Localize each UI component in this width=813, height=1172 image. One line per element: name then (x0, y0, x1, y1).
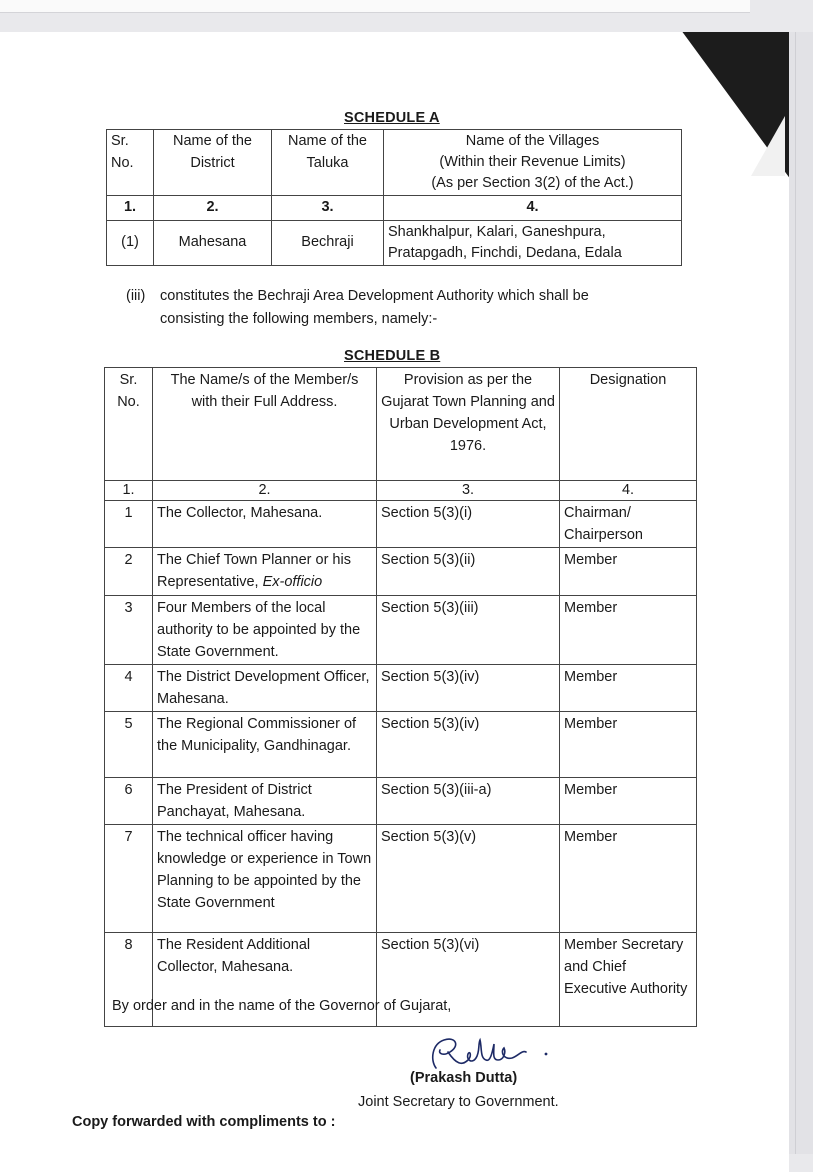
member-sr: 7 (105, 824, 153, 932)
member-designation: Member (560, 548, 697, 595)
signature-image (426, 1030, 556, 1074)
table-row (105, 777, 697, 824)
table-row (105, 711, 697, 777)
table-row (105, 595, 697, 664)
schedule-a-villages (384, 220, 682, 265)
order-statement: By order and in the name of the Governor of Gujarat, (112, 998, 452, 1014)
member-designation: Member Secretary and Chief Executive Authority (560, 932, 697, 1026)
schedule-a-district: Mahesana (154, 220, 272, 265)
schedule-a-header-taluka: Name of the Taluka (272, 130, 384, 196)
member-name: The President of District Panchayat, Mahesana. (153, 777, 377, 824)
member-designation: Member (560, 664, 697, 711)
schedule-a-table (106, 129, 682, 266)
villages-line: Shankhalpur, Kalari, Ganeshpura, (388, 223, 606, 240)
member-name: The technical officer having knowledge or experience in Town Planning to be appointed by the State Government (153, 824, 377, 932)
villages-line: Pratapgadh, Finchdi, Dedana, Edala (388, 244, 622, 261)
table-row (105, 548, 697, 595)
column-number: 4. (384, 196, 682, 221)
member-name: The Collector, Mahesana. (153, 501, 377, 548)
schedule-a-number-row (107, 196, 682, 221)
member-designation: Member (560, 595, 697, 664)
table-row (105, 664, 697, 711)
clause-text: constitutes the Bechraji Area Development Authority which shall be (160, 288, 589, 304)
member-sr: 8 (105, 932, 153, 1026)
signatory-designation: Joint Secretary to Government. (358, 1094, 559, 1110)
previous-page-edge (0, 0, 750, 13)
member-sr: 2 (105, 548, 153, 595)
schedule-a-title: SCHEDULE A (344, 110, 440, 126)
schedule-b-table (104, 367, 697, 1027)
column-number: 1. (107, 196, 154, 221)
member-designation: Member (560, 711, 697, 777)
member-name: The District Development Officer, Mahesana. (153, 664, 377, 711)
clause-number: (iii) (126, 288, 146, 304)
member-sr: 1 (105, 501, 153, 548)
member-sr: 5 (105, 711, 153, 777)
schedule-a-header-row (107, 130, 682, 196)
schedule-b-header-row (105, 368, 697, 481)
member-provision: Section 5(3)(iii) (377, 595, 560, 664)
member-designation: Member (560, 824, 697, 932)
column-number: 2. (154, 196, 272, 221)
copy-forwarded-line: Copy forwarded with compliments to : (72, 1114, 336, 1130)
schedule-a-sr: (1) (107, 220, 154, 265)
member-provision: Section 5(3)(iii-a) (377, 777, 560, 824)
villages-header-line: Name of the Villages (465, 133, 600, 149)
member-provision: Section 5(3)(iv) (377, 664, 560, 711)
member-provision: Section 5(3)(i) (377, 501, 560, 548)
member-provision: Section 5(3)(vi) (377, 932, 560, 1026)
member-designation: Chairman/ Chairperson (560, 501, 697, 548)
signatory-name: (Prakash Dutta) (410, 1070, 518, 1086)
table-row (105, 501, 697, 548)
member-designation: Member (560, 777, 697, 824)
folded-corner (751, 116, 785, 176)
member-provision: Section 5(3)(v) (377, 824, 560, 932)
schedule-b-header-designation: Designation (560, 368, 697, 481)
table-row (105, 824, 697, 932)
villages-header-line: (As per Section 3(2) of the Act.) (431, 175, 634, 192)
member-sr: 3 (105, 595, 153, 664)
member-sr: 6 (105, 777, 153, 824)
member-provision: Section 5(3)(iv) (377, 711, 560, 777)
column-number: 3. (272, 196, 384, 221)
viewer-right-margin (789, 32, 813, 1154)
member-name: Four Members of the local authority to be appointed by the State Government. (153, 595, 377, 664)
column-number: 2. (153, 481, 377, 501)
column-number: 1. (105, 481, 153, 501)
member-name-text: The Chief Town Planner or his Representative, (157, 552, 351, 591)
schedule-a-header-villages (384, 130, 682, 196)
column-number: 4. (560, 481, 697, 501)
schedule-b-number-row (105, 481, 697, 501)
member-name (153, 548, 377, 595)
schedule-a-header-sr: Sr. No. (107, 130, 154, 196)
member-name: The Resident Additional Collector, Mahesana. (153, 932, 377, 1026)
schedule-b-header-member: The Name/s of the Member/s with their Full Address. (153, 368, 377, 481)
clause-paragraph (126, 285, 676, 331)
member-provision: Section 5(3)(ii) (377, 548, 560, 595)
member-name: The Regional Commissioner of the Municipality, Gandhinagar. (153, 711, 377, 777)
schedule-b-header-sr: Sr. No. (105, 368, 153, 481)
villages-header-line: (Within their Revenue Limits) (439, 154, 626, 171)
column-number: 3. (377, 481, 560, 501)
schedule-b-header-provision: Provision as per the Gujarat Town Planning and Urban Development Act, 1976. (377, 368, 560, 481)
clause-text-continued: consisting the following members, namely:- (160, 311, 438, 328)
schedule-a-taluka: Bechraji (272, 220, 384, 265)
schedule-a-row (107, 220, 682, 265)
schedule-a-header-district: Name of the District (154, 130, 272, 196)
member-sr: 4 (105, 664, 153, 711)
member-name-italic: Ex-officio (262, 574, 323, 591)
schedule-b-title: SCHEDULE B (344, 348, 441, 364)
